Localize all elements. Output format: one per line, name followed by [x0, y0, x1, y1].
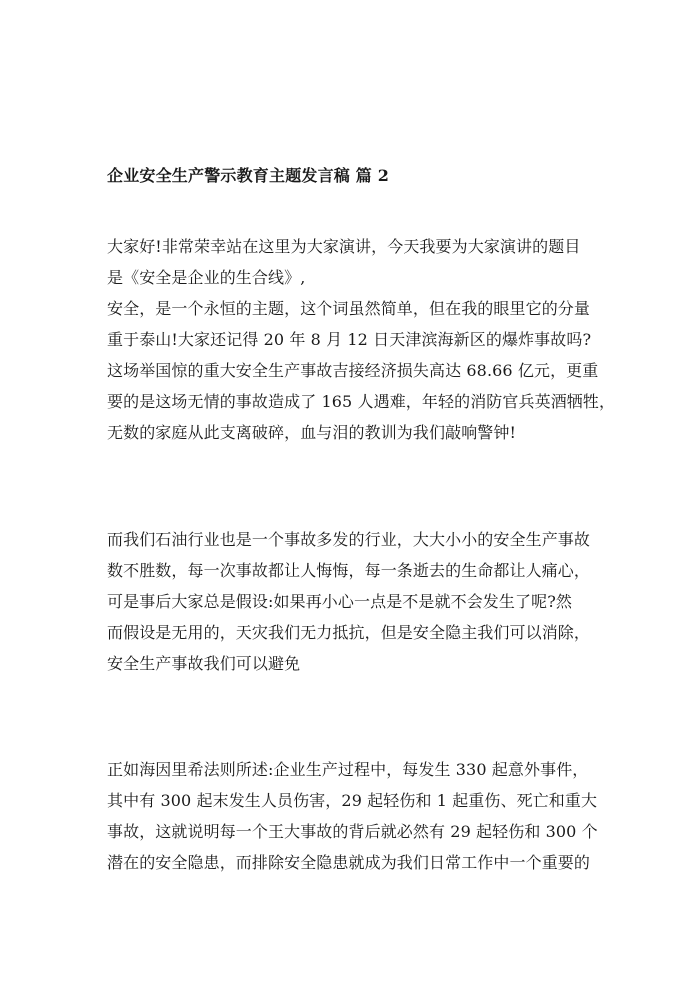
text-line: 安全生产事故我们可以避免: [107, 654, 301, 673]
paragraph-2: [107, 524, 607, 679]
text-line: 其中有 300 起末发生人员伤害，29 起轻伤和 1 起重伤、死亡和重大: [107, 791, 598, 810]
text-line: 是《安全是企业的生合线》,: [107, 268, 306, 287]
text-line: 正如海因里希法则所述:企业生产过程中，每发生 330 起意外事件，: [107, 760, 589, 779]
text-line: 大家好!非常荣幸站在这里为大家演讲，今天我要为大家演讲的题目: [107, 237, 581, 256]
text-line: 要的是这场无情的事故造成了 165 人遇难，年轻的消防官兵英酒牺牲，: [107, 392, 616, 411]
text-line: 这场举国惊的重大安全生产事故吉接经济损失高达 68.66 亿元，更重: [107, 361, 599, 380]
document-title: 企业安全生产警示教育主题发言稿 篇 2: [107, 166, 390, 185]
text-line: 潜在的安全隐患，而排除安全隐患就成为我们日常工作中一个重要的: [107, 853, 591, 872]
text-line: 数不胜数，每一次事故都让人悔悔，每一条逝去的生命都让人痛心，: [107, 561, 591, 580]
text-line: 重于泰山!大家还记得 20 年 8 月 12 日天津滨海新区的爆炸事故吗?: [107, 330, 592, 349]
text-line: 而我们石油行业也是一个事故多发的行业，大大小小的安全生产事故: [107, 530, 591, 549]
text-line: 无数的家庭从此支离破碎，血与泪的教训为我们敲响警钟!: [107, 423, 517, 442]
paragraph-1: [107, 231, 616, 448]
text-line: 安全，是一个永恒的主题，这个词虽然简单，但在我的眼里它的分量: [107, 299, 591, 318]
text-line: 可是事后大家总是假设:如果再小心一点是不是就不会发生了呢?然: [107, 592, 572, 611]
text-line: 而假设是无用的，天灾我们无力抵抗，但是安全隐主我们可以消除，: [107, 623, 591, 642]
paragraph-3: [107, 754, 607, 878]
text-line: 事故，这就说明每一个王大事故的背后就必然有 29 起轻伤和 300 个: [107, 822, 598, 841]
